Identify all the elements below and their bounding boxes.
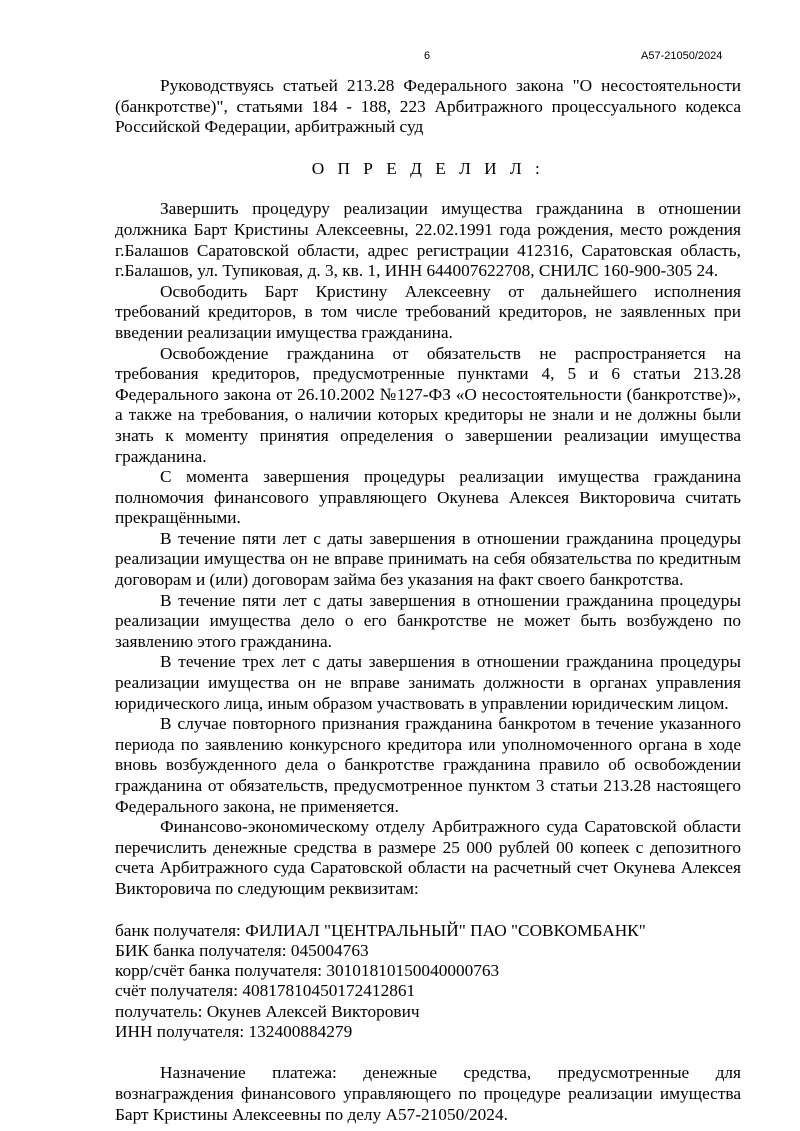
paragraph-9: Финансово-экономическому отделу Арбитражного суда Саратовской области перечислить денежные средства в размере 25 000 рублей 00 копеек с депозитного счета Арбитражного суда Саратовской области на расчетный счет Окунева Алексея Викторовича по следующим реквизитам: (115, 817, 741, 898)
requisite-inn: ИНН получателя: 132400884279 (115, 1022, 353, 1042)
paragraph-2: Освободить Барт Кристину Алексеевну от дальнейшего исполнения требований кредиторов, в том числе требований кредиторов, не заявленных при введении реализации имущества гражданина. (115, 281, 741, 342)
paragraph-8: В случае повторного признания гражданина банкротом в течение указанного периода по заявлению конкурсного кредитора или уполномоченного органа в ходе вновь возбужденного дела о банкротстве гражданина правило об освобождении гражданина от обязательств, предусмотренное пунктом 3 статьи 213.28 настоящего Федерального закона, не применяется. (115, 714, 741, 816)
payment-purpose: Назначение платежа: денежные средства, предусмотренные для вознаграждения финансового управляющего по процедуре реализации имущества Барт Кристины Алексеевны по делу А57-21050/2024. (115, 1063, 741, 1124)
payment-requisites (115, 921, 741, 1043)
requisite-bank: банк получателя: ФИЛИАЛ "ЦЕНТРАЛЬНЫЙ" ПАО "СОВКОМБАНК" (115, 920, 646, 940)
paragraph-3: Освобождение гражданина от обязательств не распространяется на требования кредиторов, предусмотренные пунктами 4, 5 и 6 статьи 213.28 Федерального закона от 26.10.2002 №127-ФЗ «О несостоятельности (банкротстве)», а также на требования, о наличии которых кредиторы не знали и не должны были знать к моменту принятия определения о завершении реализации имущества гражданина. (115, 343, 741, 466)
paragraph-6: В течение пяти лет с даты завершения в отношении гражданина процедуры реализации имущества дело о его банкротстве не может быть возбуждено по заявлению этого гражданина. (115, 590, 741, 651)
paragraph-1: Завершить процедуру реализации имущества гражданина в отношении должника Барт Кристины Алексеевны, 22.02.1991 года рождения, место рождения г.Балашов Саратовской области, адрес регистрации 412316, Саратовская область, г.Балашов, ул. Тупиковая, д. 3, кв. 1, ИНН 644007622708, СНИЛС 160-900-305 24. (115, 199, 741, 281)
paragraph-4: С момента завершения процедуры реализации имущества гражданина полномочия финансового управляющего Окунева Алексея Викторовича считать прекращёнными. (115, 467, 741, 528)
requisite-recipient: получатель: Окунев Алексей Викторович (115, 1001, 420, 1021)
requisite-account: счёт получателя: 40817810450172412861 (115, 981, 416, 1001)
requisite-corr-account: корр/счёт банка получателя: 30101810150040000763 (115, 961, 500, 981)
page-number: 6 (424, 50, 431, 62)
intro-paragraph: Руководствуясь статьей 213.28 Федерального закона "О несостоятельности (банкротстве)", статьями 184 - 188, 223 Арбитражного процессуального кодекса Российской Федерации, арбитражный суд (115, 76, 741, 137)
decision-title: О П Р Е Д Е Л И Л : (311, 158, 545, 178)
requisite-bik: БИК банка получателя: 045004763 (115, 940, 369, 960)
case-number: А57-21050/2024 (641, 50, 723, 62)
document-body (115, 76, 741, 1125)
paragraph-7: В течение трех лет с даты завершения в отношении гражданина процедуры реализации имущества он не вправе занимать должности в органах управления юридического лица, иным образом участвовать в управлении юридическим лицом. (115, 652, 741, 713)
paragraph-5: В течение пяти лет с даты завершения в отношении гражданина процедуры реализации имущества он не вправе принимать на себя обязательства по кредитным договорам и (или) договорам займа без указания на факт своего банкротства. (115, 528, 741, 590)
